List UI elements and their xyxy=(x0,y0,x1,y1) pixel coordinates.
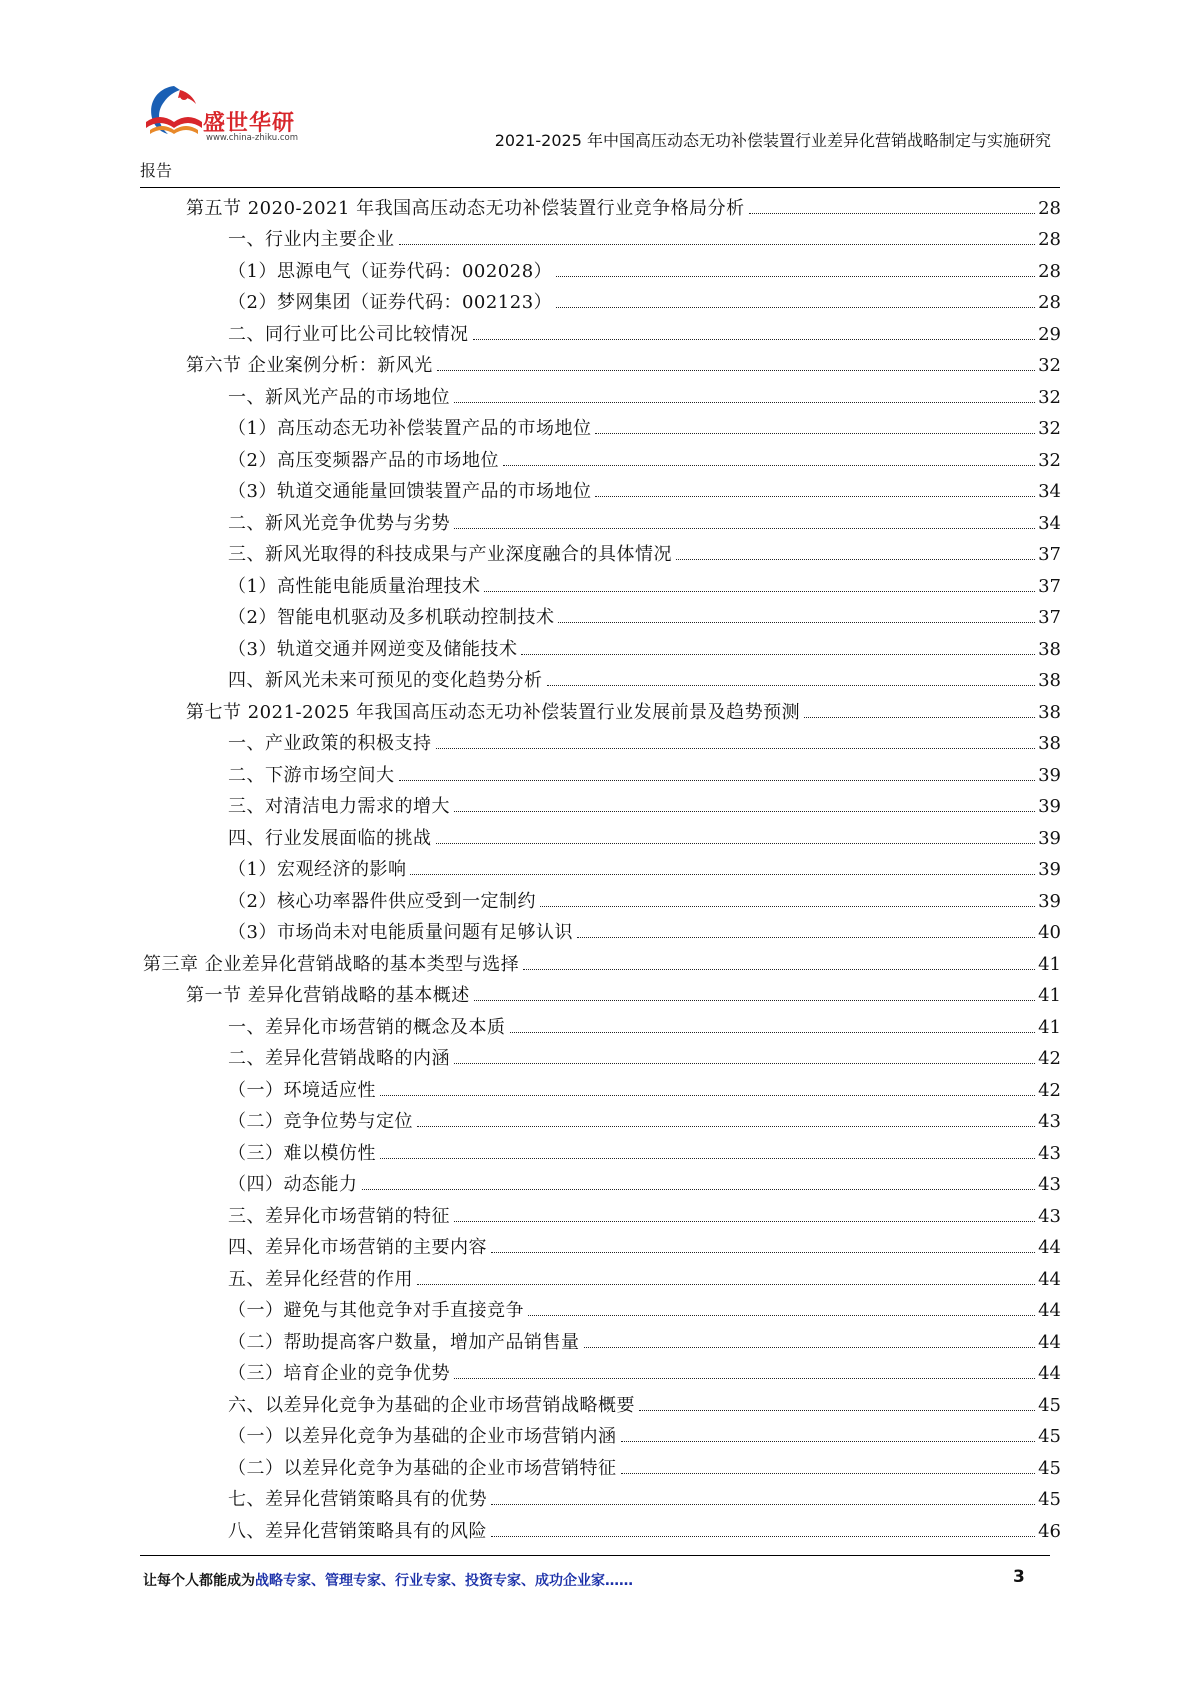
toc-dot-leader xyxy=(399,243,1036,245)
footer-divider xyxy=(140,1555,1050,1556)
toc-dot-leader xyxy=(410,873,1035,875)
toc-entry[interactable] xyxy=(0,380,1191,412)
logo-emblem-icon xyxy=(140,82,206,146)
toc-dot-leader xyxy=(454,527,1035,529)
toc-entry[interactable] xyxy=(0,223,1191,255)
toc-entry-page: 39 xyxy=(1038,890,1061,912)
toc-entry-page: 45 xyxy=(1038,1489,1061,1510)
toc-entry-label: （1）宏观经济的影响 xyxy=(228,859,407,880)
toc-entry[interactable] xyxy=(0,695,1191,727)
toc-entry[interactable] xyxy=(0,538,1191,570)
toc-entry-page: 45 xyxy=(1038,1426,1061,1447)
toc-dot-leader xyxy=(454,810,1035,812)
slogan-suffix: …… xyxy=(605,1573,633,1589)
toc-entry[interactable] xyxy=(0,853,1191,885)
toc-entry-label: 三、差异化市场营销的特征 xyxy=(228,1205,450,1227)
toc-entry-page: 28 xyxy=(1038,197,1061,219)
toc-dot-leader xyxy=(436,842,1036,844)
toc-entry-page: 37 xyxy=(1038,607,1061,628)
toc-entry-label: 四、新风光未来可预见的变化趋势分析 xyxy=(228,670,543,691)
toc-dot-leader xyxy=(577,936,1035,938)
toc-entry-label: （二）帮助提高客户数量，增加产品销售量 xyxy=(228,1331,580,1353)
toc-entry-label: 一、新风光产品的市场地位 xyxy=(228,386,450,408)
toc-entry[interactable] xyxy=(0,254,1191,286)
toc-entry-label: 第三章 企业差异化营销战略的基本类型与选择 xyxy=(143,953,520,975)
slogan-prefix: 让每个人都能成为 xyxy=(143,1573,255,1589)
toc-entry-label: （1）高压动态无功补偿装置产品的市场地位 xyxy=(228,418,592,439)
toc-dot-leader xyxy=(417,1125,1035,1127)
toc-dot-leader xyxy=(510,1031,1036,1033)
document-title-continuation: 报告 xyxy=(140,161,173,180)
toc-dot-leader xyxy=(473,338,1036,340)
slogan-highlight: 战略专家、管理专家、行业专家、投资专家、成功企业家 xyxy=(255,1573,605,1589)
toc-entry[interactable] xyxy=(0,947,1191,979)
toc-dot-leader xyxy=(556,306,1035,308)
toc-entry-page: 32 xyxy=(1038,355,1061,376)
toc-entry[interactable] xyxy=(0,1168,1191,1200)
toc-entry-page: 41 xyxy=(1038,953,1061,975)
toc-dot-leader xyxy=(804,716,1035,718)
toc-entry[interactable] xyxy=(0,1262,1191,1294)
toc-entry-page: 38 xyxy=(1038,733,1061,754)
toc-dot-leader xyxy=(380,1157,1035,1159)
toc-entry-label: （3）轨道交通能量回馈装置产品的市场地位 xyxy=(228,481,592,502)
toc-entry-page: 44 xyxy=(1038,1237,1061,1258)
toc-entry-label: （三）难以模仿性 xyxy=(228,1142,376,1164)
toc-dot-leader xyxy=(540,905,1035,907)
toc-entry[interactable] xyxy=(0,1325,1191,1357)
toc-dot-leader xyxy=(362,1188,1036,1190)
toc-entry-label: （一）以差异化竞争为基础的企业市场营销内涵 xyxy=(228,1426,617,1447)
toc-dot-leader xyxy=(437,369,1035,371)
toc-dot-leader xyxy=(547,684,1036,686)
toc-entry-label: （一）环境适应性 xyxy=(228,1079,376,1101)
toc-dot-leader xyxy=(621,1440,1036,1442)
toc-entry[interactable] xyxy=(0,286,1191,318)
toc-entry-page: 45 xyxy=(1038,1394,1061,1416)
toc-entry-label: （3）市场尚未对电能质量问题有足够认识 xyxy=(228,922,573,943)
toc-entry[interactable] xyxy=(0,916,1191,948)
toc-dot-leader xyxy=(454,1220,1035,1222)
toc-entry[interactable] xyxy=(0,1420,1191,1452)
toc-entry-page: 34 xyxy=(1038,481,1061,502)
toc-entry[interactable] xyxy=(0,1136,1191,1168)
toc-entry-label: （2）梦网集团（证券代码：002123） xyxy=(228,292,553,313)
toc-entry-page: 39 xyxy=(1038,764,1061,786)
toc-dot-leader xyxy=(639,1409,1035,1411)
toc-entry-label: （三）培育企业的竞争优势 xyxy=(228,1363,450,1384)
toc-entry-page: 32 xyxy=(1038,386,1061,408)
toc-dot-leader xyxy=(528,1314,1035,1316)
toc-entry[interactable] xyxy=(0,475,1191,507)
footer-slogan xyxy=(143,1570,633,1590)
toc-entry-label: （2）智能电机驱动及多机联动控制技术 xyxy=(228,607,555,628)
toc-dot-leader xyxy=(436,747,1036,749)
toc-entry[interactable] xyxy=(0,569,1191,601)
toc-entry[interactable] xyxy=(0,758,1191,790)
toc-entry-label: 第六节 企业案例分析：新风光 xyxy=(186,355,433,376)
toc-entry-label: 二、下游市场空间大 xyxy=(228,764,395,786)
toc-entry[interactable] xyxy=(0,317,1191,349)
toc-entry-page: 34 xyxy=(1038,512,1061,534)
toc-entry-label: 一、差异化市场营销的概念及本质 xyxy=(228,1016,506,1038)
toc-entry[interactable] xyxy=(0,1199,1191,1231)
toc-entry-label: （二）以差异化竞争为基础的企业市场营销特征 xyxy=(228,1457,617,1479)
toc-entry[interactable] xyxy=(0,443,1191,475)
toc-entry[interactable] xyxy=(0,1483,1191,1515)
toc-entry-page: 44 xyxy=(1038,1300,1061,1321)
toc-dot-leader xyxy=(491,1251,1035,1253)
toc-entry-page: 41 xyxy=(1038,985,1061,1006)
toc-entry-page: 39 xyxy=(1038,859,1061,880)
toc-entry-label: （一）避免与其他竞争对手直接竞争 xyxy=(228,1300,524,1321)
toc-dot-leader xyxy=(595,432,1035,434)
toc-entry-page: 28 xyxy=(1038,260,1061,282)
toc-entry-page: 45 xyxy=(1038,1457,1061,1479)
toc-entry[interactable] xyxy=(0,1357,1191,1389)
table-of-contents xyxy=(0,191,1191,1546)
logo-name: 盛世华研 xyxy=(203,111,296,136)
toc-entry-page: 40 xyxy=(1038,922,1061,943)
toc-entry-page: 37 xyxy=(1038,544,1061,565)
toc-dot-leader xyxy=(556,275,1035,277)
toc-entry[interactable] xyxy=(0,1042,1191,1074)
toc-entry[interactable] xyxy=(0,884,1191,916)
toc-entry-label: 二、同行业可比公司比较情况 xyxy=(228,323,469,345)
toc-entry-label: （1）思源电气（证券代码：002028） xyxy=(228,260,553,282)
toc-entry-label: 四、行业发展面临的挑战 xyxy=(228,827,432,849)
toc-dot-leader xyxy=(380,1094,1035,1096)
toc-entry-page: 46 xyxy=(1038,1520,1061,1542)
toc-entry-label: （二）竞争位势与定位 xyxy=(228,1111,413,1132)
toc-entry[interactable] xyxy=(0,1010,1191,1042)
toc-dot-leader xyxy=(399,779,1036,781)
toc-dot-leader xyxy=(521,653,1035,655)
toc-entry-page: 28 xyxy=(1038,229,1061,250)
toc-entry-label: 第一节 差异化营销战略的基本概述 xyxy=(186,985,470,1006)
toc-entry-page: 42 xyxy=(1038,1048,1061,1069)
toc-dot-leader xyxy=(621,1472,1036,1474)
toc-entry-label: 一、行业内主要企业 xyxy=(228,229,395,250)
toc-entry[interactable] xyxy=(0,790,1191,822)
toc-entry-label: 一、产业政策的积极支持 xyxy=(228,733,432,754)
toc-entry-page: 37 xyxy=(1038,575,1061,597)
toc-entry-page: 44 xyxy=(1038,1363,1061,1384)
toc-entry[interactable] xyxy=(0,821,1191,853)
toc-entry-label: 三、新风光取得的科技成果与产业深度融合的具体情况 xyxy=(228,544,672,565)
toc-entry-page: 43 xyxy=(1038,1142,1061,1164)
toc-entry-label: 八、差异化营销策略具有的风险 xyxy=(228,1520,487,1542)
toc-entry[interactable] xyxy=(0,727,1191,759)
toc-entry[interactable] xyxy=(0,349,1191,381)
toc-dot-leader xyxy=(454,1062,1035,1064)
toc-entry-label: 七、差异化营销策略具有的优势 xyxy=(228,1489,487,1510)
toc-entry[interactable] xyxy=(0,601,1191,633)
toc-dot-leader xyxy=(558,621,1035,623)
toc-entry-page: 39 xyxy=(1038,827,1061,849)
toc-dot-leader xyxy=(474,999,1035,1001)
toc-dot-leader xyxy=(676,558,1035,560)
toc-dot-leader xyxy=(491,1503,1035,1505)
toc-dot-leader xyxy=(417,1283,1035,1285)
toc-entry-label: 第七节 2021-2025 年我国高压动态无功补偿装置行业发展前景及趋势预测 xyxy=(186,701,801,723)
toc-entry-label: （2）核心功率器件供应受到一定制约 xyxy=(228,890,536,912)
toc-entry-page: 38 xyxy=(1038,670,1061,691)
toc-entry-label: （3）轨道交通并网逆变及储能技术 xyxy=(228,638,518,660)
company-logo xyxy=(140,82,310,146)
toc-entry-page: 38 xyxy=(1038,638,1061,660)
toc-dot-leader xyxy=(454,401,1035,403)
toc-dot-leader xyxy=(584,1346,1036,1348)
header-divider xyxy=(140,187,1060,188)
toc-entry-page: 38 xyxy=(1038,701,1061,723)
toc-dot-leader xyxy=(484,590,1035,592)
toc-entry-page: 39 xyxy=(1038,796,1061,817)
toc-entry[interactable] xyxy=(0,1388,1191,1420)
toc-entry-label: 六、以差异化竞争为基础的企业市场营销战略概要 xyxy=(228,1394,635,1416)
toc-dot-leader xyxy=(523,968,1035,970)
toc-entry-label: 第五节 2020-2021 年我国高压动态无功补偿装置行业竞争格局分析 xyxy=(186,197,745,219)
page-number: 3 xyxy=(1013,1567,1025,1587)
toc-entry-label: 五、差异化经营的作用 xyxy=(228,1268,413,1290)
page-header xyxy=(0,0,1191,190)
toc-entry-page: 44 xyxy=(1038,1268,1061,1290)
toc-dot-leader xyxy=(749,212,1035,214)
toc-entry-label: 四、差异化市场营销的主要内容 xyxy=(228,1237,487,1258)
toc-entry-page: 42 xyxy=(1038,1079,1061,1101)
toc-dot-leader xyxy=(503,464,1035,466)
toc-entry[interactable] xyxy=(0,506,1191,538)
toc-entry[interactable] xyxy=(0,191,1191,223)
toc-dot-leader xyxy=(595,495,1035,497)
toc-dot-leader xyxy=(491,1535,1035,1537)
toc-entry-label: 二、新风光竞争优势与劣势 xyxy=(228,512,450,534)
toc-entry[interactable] xyxy=(0,979,1191,1011)
toc-entry[interactable] xyxy=(0,1514,1191,1546)
toc-entry-page: 43 xyxy=(1038,1205,1061,1227)
toc-entry-label: 二、差异化营销战略的内涵 xyxy=(228,1048,450,1069)
toc-entry-page: 29 xyxy=(1038,323,1061,345)
toc-entry[interactable] xyxy=(0,1451,1191,1483)
toc-entry[interactable] xyxy=(0,664,1191,696)
toc-entry-label: （四）动态能力 xyxy=(228,1174,358,1195)
toc-entry[interactable] xyxy=(0,1073,1191,1105)
toc-entry[interactable] xyxy=(0,632,1191,664)
toc-entry[interactable] xyxy=(0,1231,1191,1263)
toc-entry-page: 43 xyxy=(1038,1174,1061,1195)
toc-entry-page: 41 xyxy=(1038,1016,1061,1038)
toc-dot-leader xyxy=(454,1377,1035,1379)
toc-entry-page: 32 xyxy=(1038,449,1061,471)
toc-entry-label: 三、对清洁电力需求的增大 xyxy=(228,796,450,817)
document-title: 2021-2025 年中国高压动态无功补偿装置行业差异化营销战略制定与实施研究 xyxy=(494,131,1051,150)
toc-entry[interactable] xyxy=(0,1294,1191,1326)
toc-entry[interactable] xyxy=(0,1105,1191,1137)
toc-entry[interactable] xyxy=(0,412,1191,444)
toc-entry-page: 43 xyxy=(1038,1111,1061,1132)
toc-entry-page: 44 xyxy=(1038,1331,1061,1353)
toc-entry-label: （2）高压变频器产品的市场地位 xyxy=(228,449,499,471)
toc-entry-page: 28 xyxy=(1038,292,1061,313)
toc-entry-label: （1）高性能电能质量治理技术 xyxy=(228,575,481,597)
toc-entry-page: 32 xyxy=(1038,418,1061,439)
logo-url: www.china-zhiku.com xyxy=(206,133,298,143)
